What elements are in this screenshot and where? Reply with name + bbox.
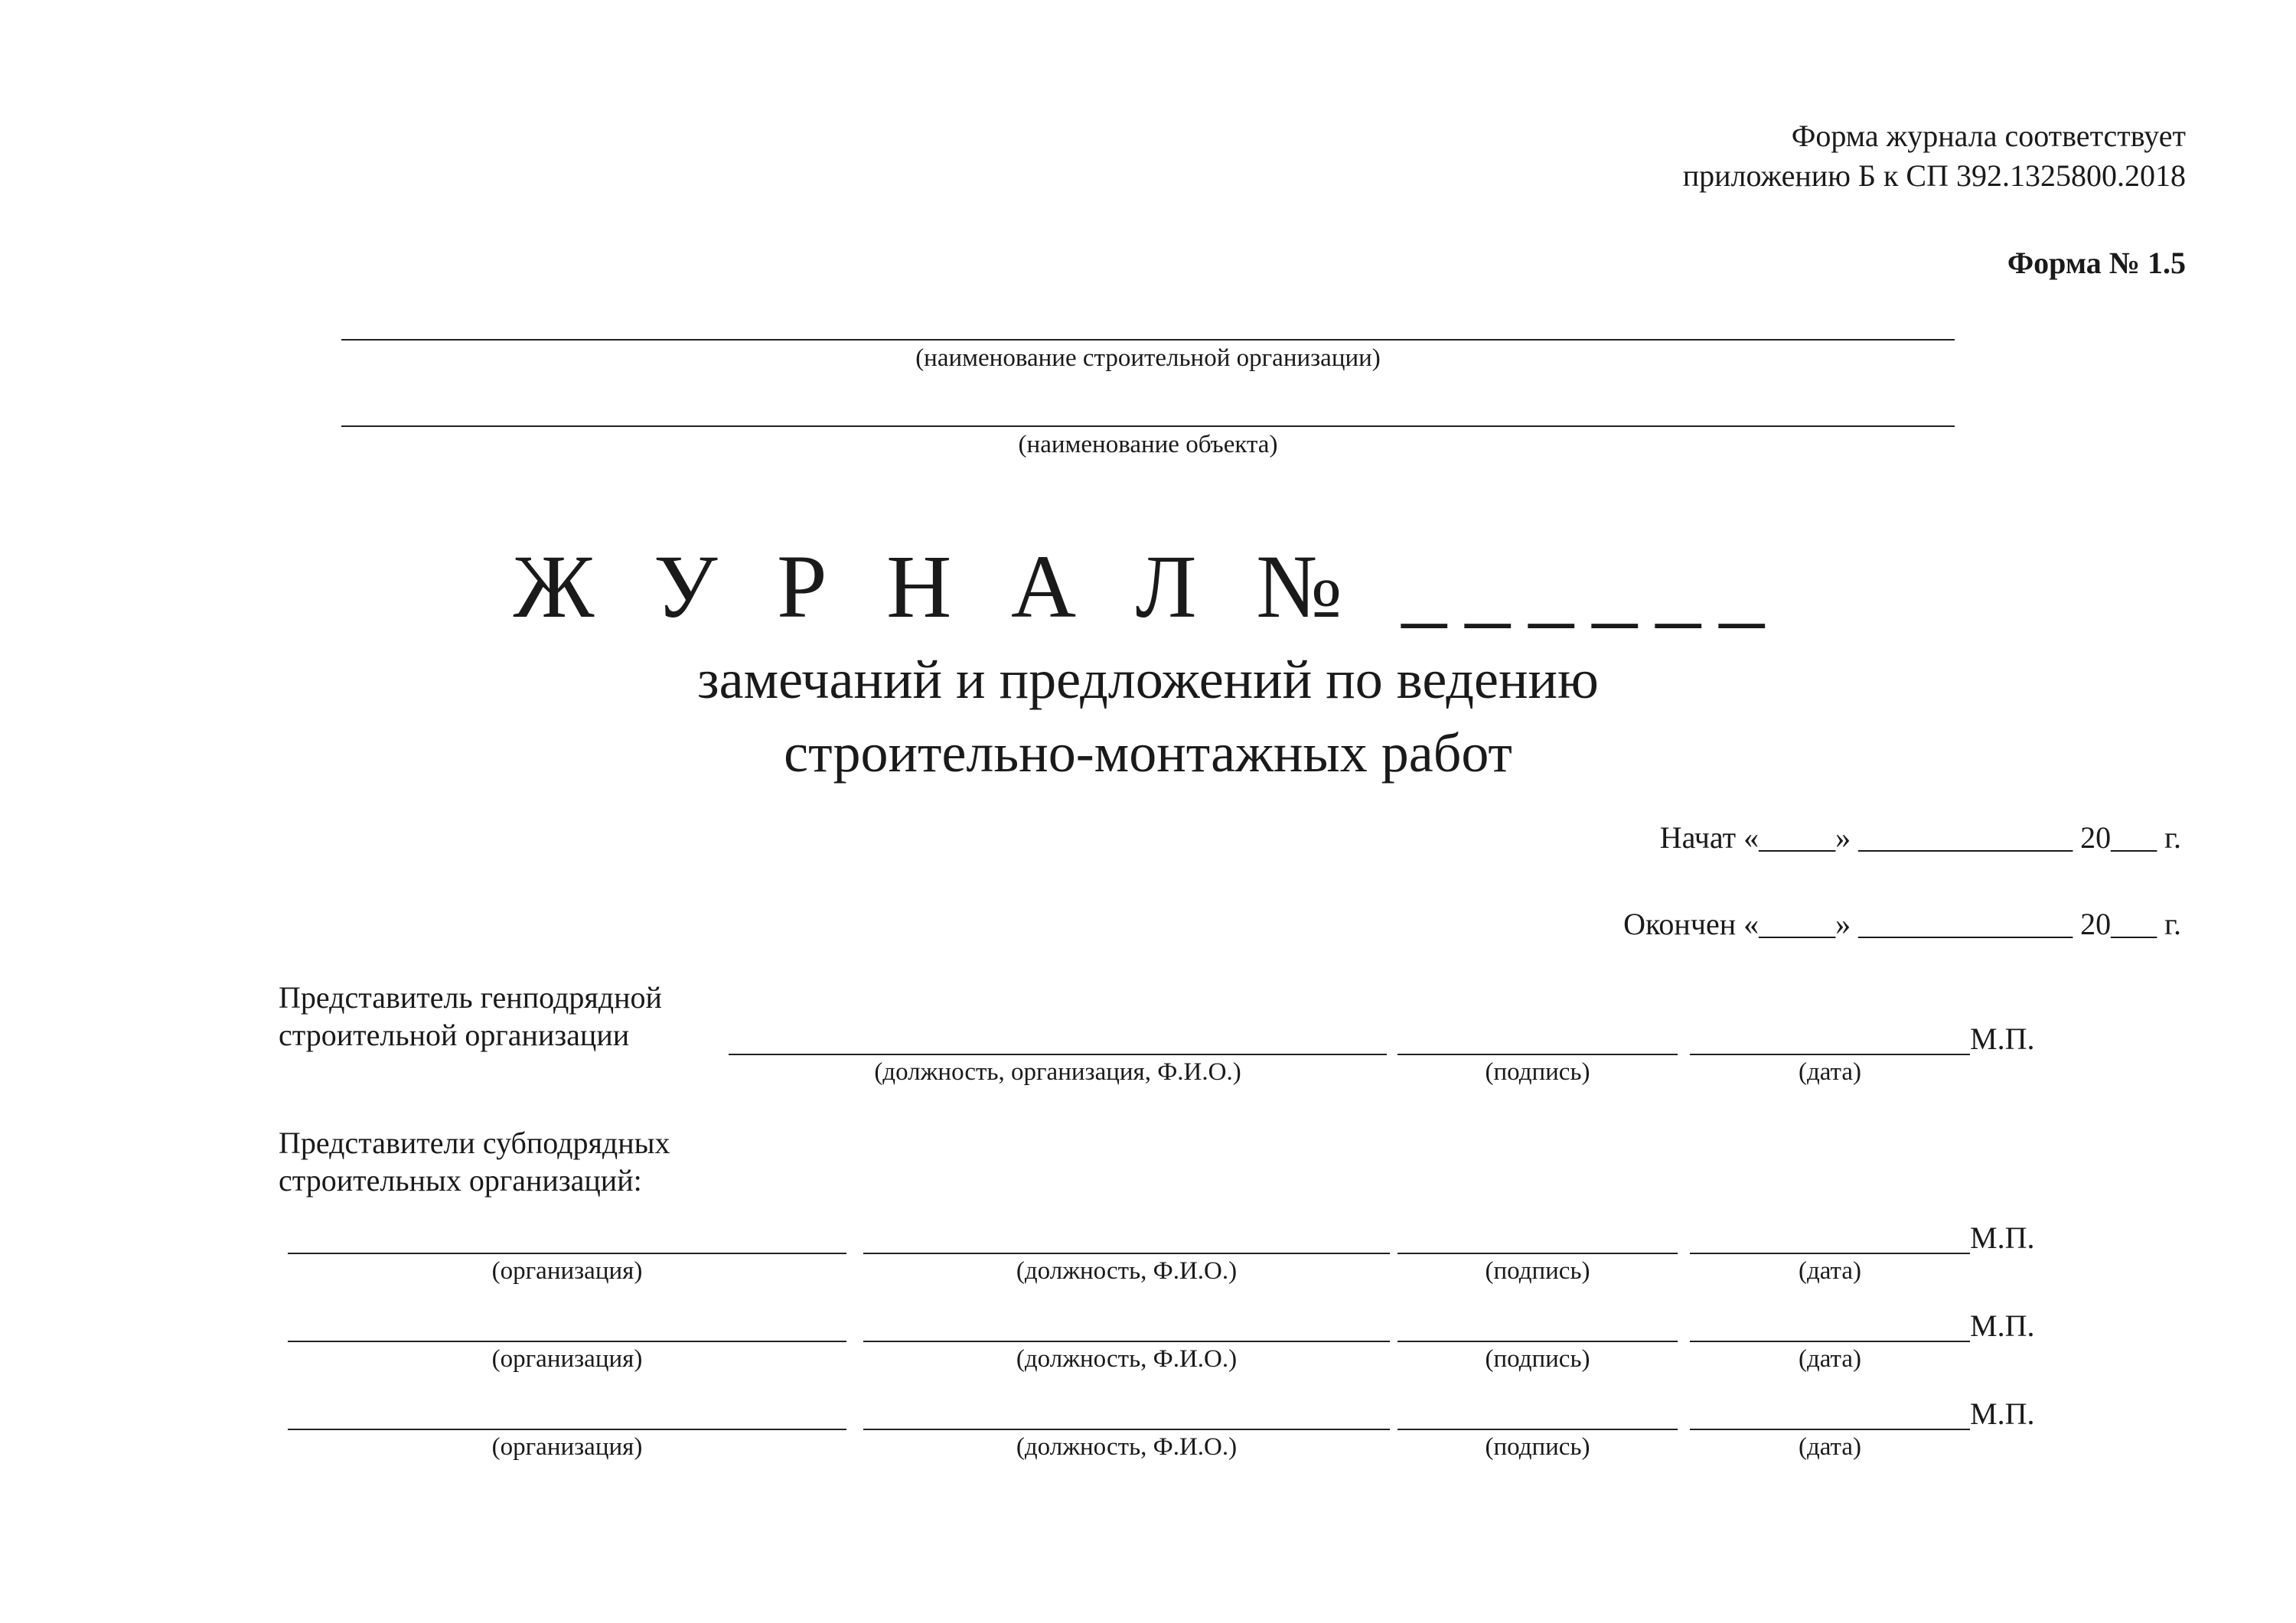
sub1-date-field-line[interactable] bbox=[1690, 1253, 1970, 1254]
sub3-signature-field-line[interactable] bbox=[1397, 1429, 1678, 1430]
conformity-note-line1: Форма журнала соответствует bbox=[1791, 119, 2186, 153]
sub3-seal-mark: М.П. bbox=[1970, 1396, 2035, 1431]
sub2-org-caption: (организация) bbox=[491, 1345, 643, 1373]
sub3-date-field-line[interactable] bbox=[1690, 1429, 1970, 1430]
gc-position-field-line[interactable] bbox=[729, 1054, 1387, 1055]
gc-signature-field-line[interactable] bbox=[1397, 1054, 1678, 1055]
sub1-org-caption: (организация) bbox=[491, 1257, 643, 1285]
sub2-seal-mark: М.П. bbox=[1970, 1309, 2035, 1343]
sub2-date-caption: (дата) bbox=[1798, 1345, 1862, 1373]
sub3-org-field-line[interactable] bbox=[288, 1429, 846, 1430]
sub3-signature-caption: (подпись) bbox=[1485, 1433, 1590, 1461]
sub3-position-field-line[interactable] bbox=[863, 1429, 1390, 1430]
sub2-position-field-line[interactable] bbox=[863, 1341, 1390, 1342]
general-contractor-label-line1: Представитель генподрядной bbox=[279, 980, 662, 1015]
gc-position-caption: (должность, организация, Ф.И.О.) bbox=[874, 1058, 1241, 1086]
construction-org-field-line[interactable] bbox=[341, 339, 1955, 341]
journal-subtitle-line2: строительно-монтажных работ bbox=[784, 722, 1512, 784]
sub1-signature-caption: (подпись) bbox=[1485, 1257, 1590, 1285]
sub3-org-caption: (организация) bbox=[491, 1433, 643, 1461]
gc-signature-caption: (подпись) bbox=[1485, 1058, 1590, 1086]
subcontractors-label-line2: строительных организаций: bbox=[279, 1163, 642, 1198]
sub2-signature-field-line[interactable] bbox=[1397, 1341, 1678, 1342]
gc-date-caption: (дата) bbox=[1798, 1058, 1862, 1086]
subcontractors-label-line1: Представители субподрядных bbox=[279, 1126, 670, 1160]
sub1-position-field-line[interactable] bbox=[863, 1253, 1390, 1254]
form-number: Форма № 1.5 bbox=[2007, 246, 2186, 280]
gc-seal-mark: М.П. bbox=[1970, 1022, 2035, 1056]
gc-date-field-line[interactable] bbox=[1690, 1054, 1970, 1055]
journal-title: Ж У Р Н А Л № ______ bbox=[513, 536, 1783, 637]
object-caption: (наименование объекта) bbox=[1018, 431, 1278, 458]
construction-org-caption: (наименование строительной организации) bbox=[915, 344, 1381, 372]
sub2-signature-caption: (подпись) bbox=[1485, 1345, 1590, 1373]
sub1-signature-field-line[interactable] bbox=[1397, 1253, 1678, 1254]
general-contractor-label-line2: строительной организации bbox=[279, 1018, 630, 1052]
journal-subtitle-line1: замечаний и предложений по ведению bbox=[697, 649, 1599, 710]
conformity-note-line2: приложению Б к СП 392.1325800.2018 bbox=[1682, 158, 2186, 193]
end-date-field[interactable]: Окончен «_____» ______________ 20___ г. bbox=[1623, 907, 2181, 941]
sub1-seal-mark: М.П. bbox=[1970, 1221, 2035, 1255]
sub2-position-caption: (должность, Ф.И.О.) bbox=[1016, 1345, 1238, 1373]
sub2-org-field-line[interactable] bbox=[288, 1341, 846, 1342]
sub3-date-caption: (дата) bbox=[1798, 1433, 1862, 1461]
sub1-date-caption: (дата) bbox=[1798, 1257, 1862, 1285]
object-field-line[interactable] bbox=[341, 425, 1955, 427]
start-date-field[interactable]: Начат «_____» ______________ 20___ г. bbox=[1659, 820, 2181, 855]
sub3-position-caption: (должность, Ф.И.О.) bbox=[1016, 1433, 1238, 1461]
sub2-date-field-line[interactable] bbox=[1690, 1341, 1970, 1342]
sub1-position-caption: (должность, Ф.И.О.) bbox=[1016, 1257, 1238, 1285]
sub1-org-field-line[interactable] bbox=[288, 1253, 846, 1254]
